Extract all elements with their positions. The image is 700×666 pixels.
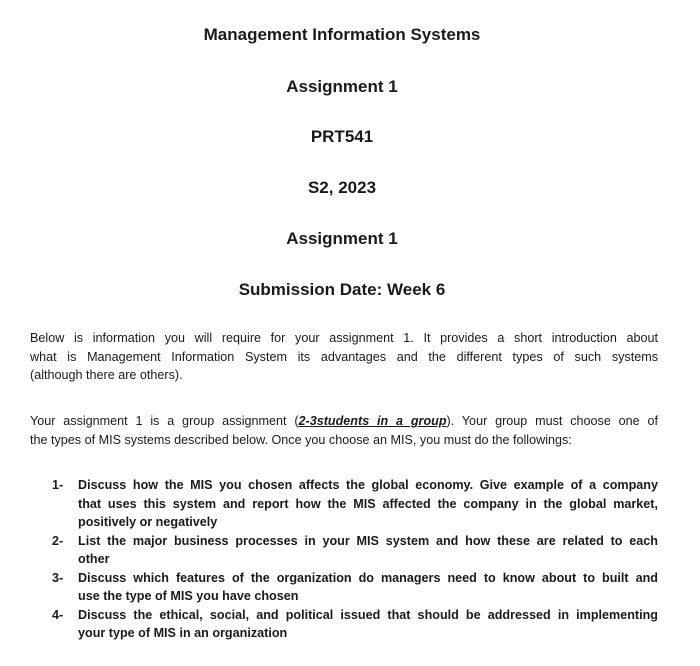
task-number: 3- (52, 570, 64, 585)
group-line-1-start: Your assignment 1 is a group assignment ( (30, 414, 299, 428)
task-item (52, 532, 658, 569)
course-code: PRT541 (310, 127, 374, 146)
task-line: Discuss which features of the organization do managers need to know about to built and (78, 570, 658, 585)
task-item (52, 606, 658, 643)
assignment-label: Assignment 1 (286, 77, 398, 96)
group-line-1 (30, 412, 658, 431)
intro-paragraph (30, 329, 658, 385)
intro-line: what is Management Information System its advantages and the different types of such systems (30, 349, 658, 364)
group-line-2: the types of MIS systems described below. Once you choose an MIS, you must do the followings: (30, 432, 572, 447)
task-item (52, 569, 658, 606)
task-number: 2- (52, 533, 64, 548)
semester: S2, 2023 (307, 178, 377, 197)
intro-line: (although there are others). (30, 368, 183, 382)
task-line: Discuss how the MIS you chosen affects the global economy. Give example of a company (78, 478, 658, 492)
assignment-label-repeat: Assignment 1 (286, 229, 398, 248)
group-paragraph (30, 412, 658, 449)
group-line-1-end: ). Your group must choose one of (446, 414, 659, 428)
task-line: Discuss the ethical, social, and political issued that should be addressed in implementing (78, 607, 658, 622)
task-line: use the type of MIS you have chosen (78, 589, 299, 603)
task-line: List the major business processes in your MIS system and how these are related to each (78, 533, 658, 548)
task-item (52, 476, 658, 532)
group-size-emphasis: 2-3students in a group (298, 414, 447, 428)
task-line: your type of MIS in an organization (78, 626, 288, 640)
task-number: 1- (52, 478, 64, 492)
task-line: positively or negatively (78, 515, 218, 529)
course-title: Management Information Systems (203, 25, 481, 44)
intro-line: Below is information you will require for your assignment 1. It provides a short introduction about (30, 331, 658, 345)
task-line: other (78, 552, 110, 566)
submission-date: Submission Date: Week 6 (238, 280, 446, 299)
task-number: 4- (52, 607, 64, 622)
task-line: that uses this system and report how the MIS affected the company in the global market, (78, 496, 658, 511)
task-list (52, 476, 658, 643)
